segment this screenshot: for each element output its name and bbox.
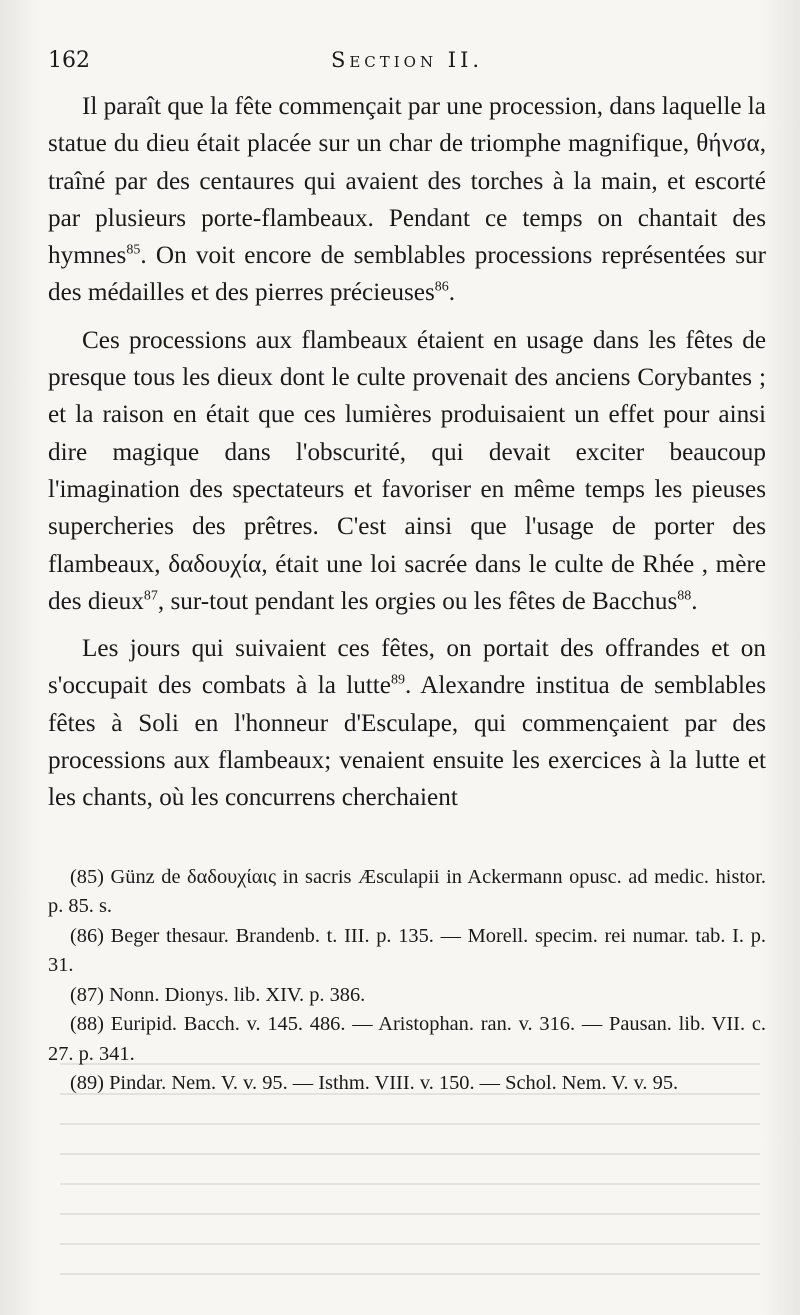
paragraph-text: . [691,587,698,615]
paragraph-text: Ces processions aux flambeaux étaient en usage dans les fêtes de presque tous les dieux dont le culte provenait des anciens Corybantes ; et la raison en était que ces lumières produisaient un effet pour ainsi dire magique dans l'obscurité, qui devait exciter beaucoup l'imagination des spectateurs et favoriser en même temps les pieuses supercheries des prêtres. C'est ainsi que l'usage de porter des flambeaux, δαδουχία, était une loi sacrée dans le culte de Rhée , mère des dieux [48,326,766,615]
paragraph-text: , sur-tout pendant les orgies ou les fêtes de Bacchus [157,587,678,615]
footnote-85: (85) Günz de δαδουχίαις in sacris Æsculapii in Ackermann opusc. ad medic. histor. p. 85. s. [48,865,766,918]
footnote-89: (89) Pindar. Nem. V. v. 95. — Isthm. VIII. v. 150. — Schol. Nem. V. v. 95. [70,1072,679,1095]
footnote-ref-85: 85 [126,242,141,258]
paragraph-text: Les jours qui suivaient ces fêtes, on portait des offrandes et on s'occupait des combats à la lutte [48,635,766,700]
footnote-87: (87) Nonn. Dionys. lib. XIV. p. 386. [70,983,366,1006]
footnote-ref-86: 86 [434,280,449,296]
paragraph-text: . [448,279,456,307]
paragraph-1 [48,88,766,312]
section-title: Section II. [330,48,484,72]
footnotes [48,863,766,1099]
footnote-88: (88) Euripid. Bacch. v. 145. 486. — Aristophan. ran. v. 316. — Pausan. lib. VII. c. 27. p. 341. [48,1013,766,1065]
footnote-86: (86) Beger thesaur. Brandenb. t. III. p. 135. — Morell. specim. rei numar. tab. I. p. 31. [48,924,766,977]
paragraph-text: . Alexandre institua de semblables fêtes à Soli en l'honneur d'Esculape, qui commençaient par des processions aux flambeaux; venaient ensuite les exercices à la lutte et les chants, où les concurrens cherchaient [48,672,767,812]
paragraph-text: . On voit encore de semblables processions représentées sur des médailles et des pierres précieuses [48,242,766,307]
footnote-ref-87: 87 [143,588,158,604]
body-text [48,88,766,817]
paragraph-2 [48,322,766,620]
footnote-ref-88: 88 [677,588,692,604]
footnote-ref-89: 89 [391,673,405,689]
running-head [48,38,766,88]
page-number: 162 [48,48,90,73]
paragraph-3 [48,630,766,816]
footnote-separator [48,827,766,863]
paragraph-text: Il paraît que la fête commençait par une procession, dans laquelle la statue du dieu était placée sur un char de triomphe magnifique, θήνσα, traîné par des centaures qui avaient des torches à la main, et escorté par plusieurs porte-flambeaux. Pendant ce temps on chantait des hymnes [48,93,766,270]
